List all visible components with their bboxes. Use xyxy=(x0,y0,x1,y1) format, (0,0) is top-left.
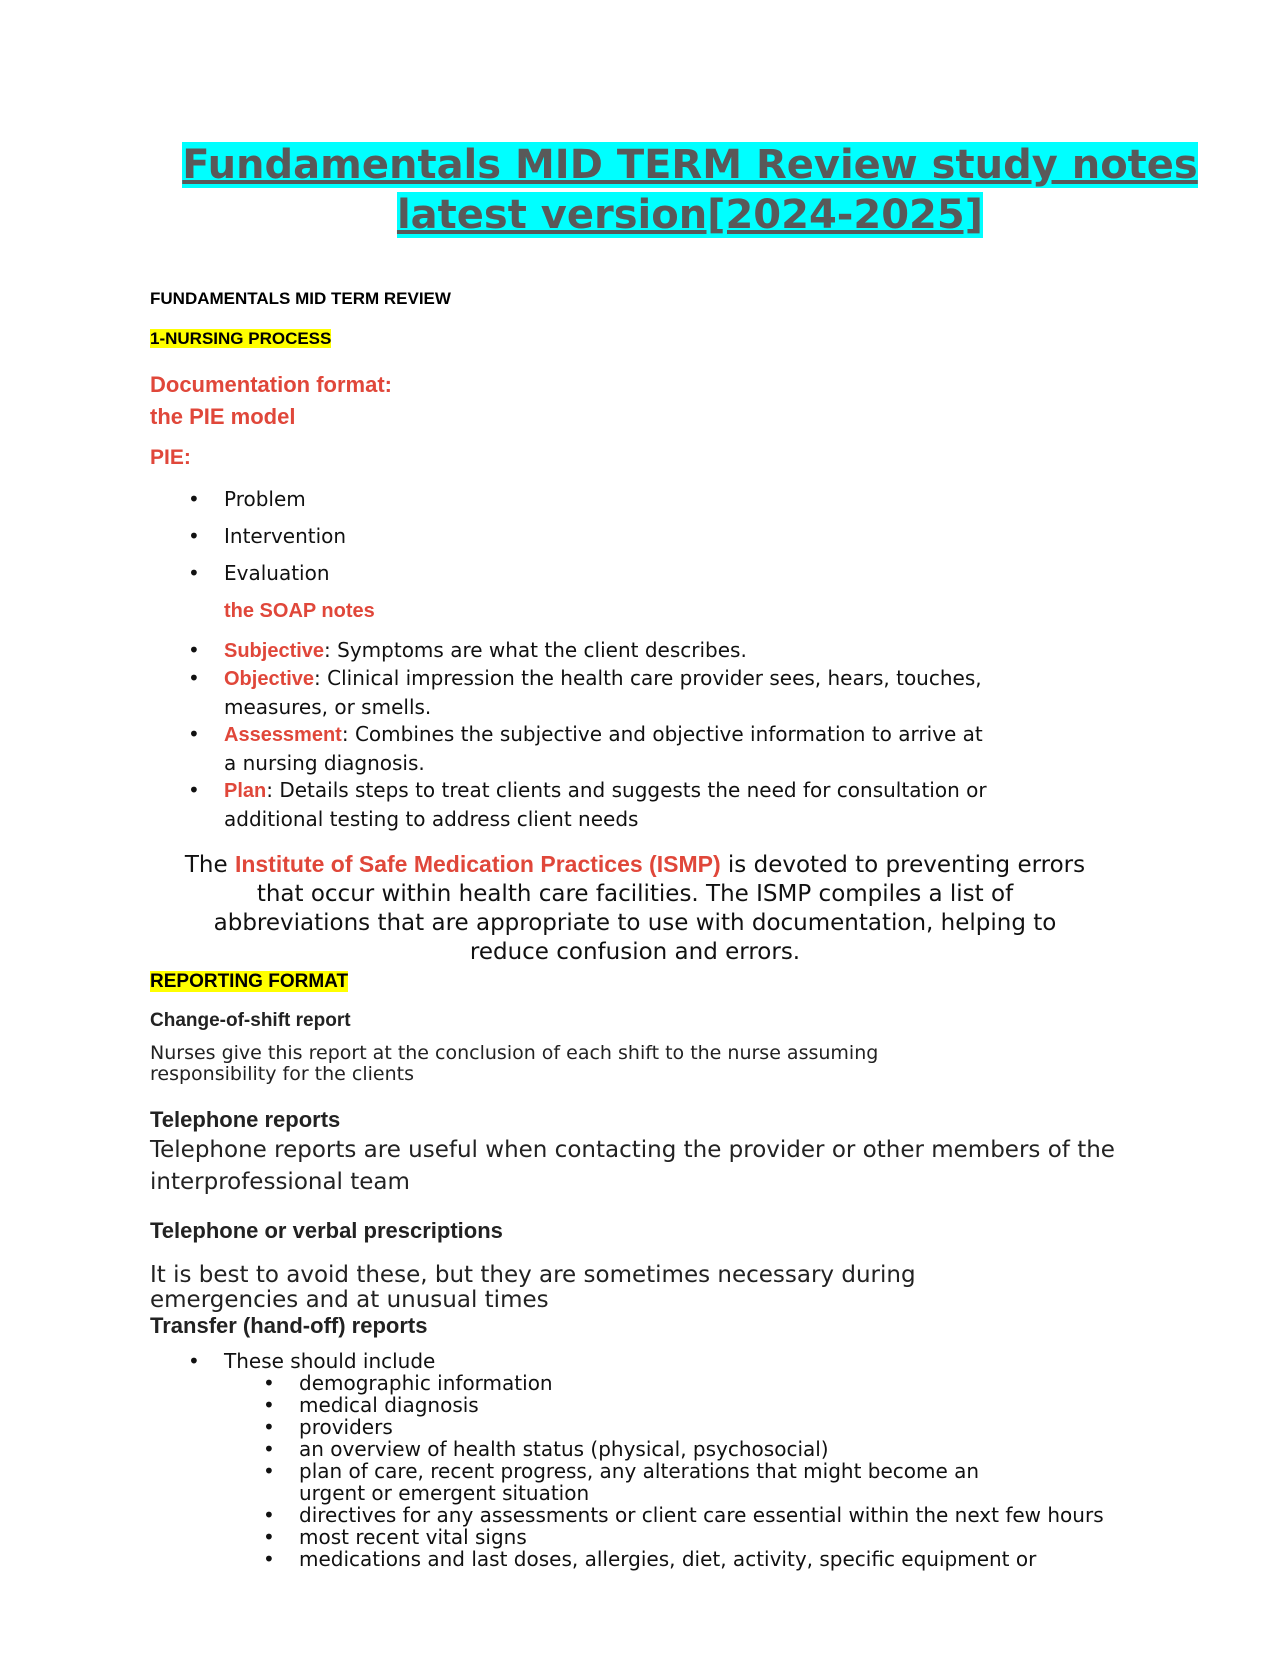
transfer-intro: These should include xyxy=(224,1349,436,1373)
transfer-item: an overview of health status (physical, psychosocial) xyxy=(299,1437,829,1461)
soap-term: Plan xyxy=(224,780,267,802)
title-line-2: latest version[2024-2025] xyxy=(396,192,984,238)
bullet: • xyxy=(188,561,200,585)
bullet: • xyxy=(188,778,200,802)
change-of-shift-text xyxy=(150,1043,878,1085)
pie-item: Evaluation xyxy=(224,561,330,585)
bullet: • xyxy=(188,666,200,690)
bullet: • xyxy=(263,1393,275,1417)
transfer-item xyxy=(299,1460,979,1504)
soap-item xyxy=(224,664,982,721)
bullet: • xyxy=(263,1547,275,1571)
bullet: • xyxy=(188,1349,200,1373)
transfer-item: directives for any assessments or client care essential within the next few hours xyxy=(299,1503,1104,1527)
verbal-prescriptions-heading: Telephone or verbal prescriptions xyxy=(150,1218,503,1243)
title-line-1: Fundamentals MID TERM Review study notes xyxy=(182,142,1198,188)
transfer-item: demographic information xyxy=(299,1371,553,1395)
soap-term: Assessment xyxy=(224,724,342,746)
soap-heading: the SOAP notes xyxy=(224,600,375,622)
paragraph-line: interprofessional team xyxy=(150,1169,410,1195)
telephone-reports-heading: Telephone reports xyxy=(150,1107,341,1132)
paragraph-line: Nurses give this report at the conclusion of each shift to the nurse assuming xyxy=(150,1042,879,1064)
soap-term: Subjective xyxy=(224,640,325,662)
document-title xyxy=(100,140,1280,240)
soap-item xyxy=(224,720,983,777)
change-of-shift-heading: Change-of-shift report xyxy=(150,1010,351,1031)
soap-desc: : Combines the subjective and objective information to arrive at xyxy=(341,722,983,746)
telephone-reports-text xyxy=(150,1134,1115,1198)
ismp-text: that occur within health care facilities. The ISMP compiles a list of xyxy=(256,881,1014,907)
ismp-paragraph xyxy=(120,850,1150,967)
transfer-item: providers xyxy=(299,1415,393,1439)
reporting-format-heading: REPORTING FORMAT xyxy=(150,971,349,992)
ismp-text: reduce confusion and errors. xyxy=(469,939,801,965)
pie-item: Problem xyxy=(224,487,306,511)
review-heading: FUNDAMENTALS MID TERM REVIEW xyxy=(150,289,451,308)
soap-desc: : Clinical impression the health care provider sees, hears, touches, xyxy=(314,666,982,690)
soap-desc: : Details steps to treat clients and suggests the need for consultation or xyxy=(266,778,987,802)
soap-item xyxy=(224,636,747,665)
ismp-prefix: The xyxy=(184,852,235,878)
transfer-item-line: plan of care, recent progress, any alterations that might become an xyxy=(299,1459,980,1483)
transfer-item: medications and last doses, allergies, diet, activity, specific equipment or xyxy=(299,1547,1037,1571)
bullet: • xyxy=(263,1459,275,1483)
bullet: • xyxy=(263,1525,275,1549)
bullet: • xyxy=(188,638,200,662)
paragraph-line: Telephone reports are useful when contacting the provider or other members of the xyxy=(150,1137,1115,1163)
transfer-reports-heading: Transfer (hand-off) reports xyxy=(150,1313,428,1338)
transfer-item-line: urgent or emergent situation xyxy=(299,1481,590,1505)
bullet: • xyxy=(263,1437,275,1461)
soap-term: Objective xyxy=(224,668,315,690)
soap-desc: measures, or smells. xyxy=(224,695,432,719)
ismp-text: is devoted to preventing errors xyxy=(720,852,1086,878)
pie-item: Intervention xyxy=(224,524,347,548)
doc-format-line-2: the PIE model xyxy=(150,404,296,429)
bullet: • xyxy=(263,1415,275,1439)
doc-format-heading xyxy=(150,369,392,433)
soap-desc: additional testing to address client needs xyxy=(224,807,639,831)
bullet: • xyxy=(188,487,200,511)
paragraph-line: responsibility for the clients xyxy=(150,1063,414,1085)
paragraph-line: emergencies and at unusual times xyxy=(150,1287,549,1313)
soap-desc: : Symptoms are what the client describes. xyxy=(324,638,747,662)
ismp-text: abbreviations that are appropriate to use with documentation, helping to xyxy=(213,910,1057,936)
soap-item xyxy=(224,776,987,833)
transfer-item: medical diagnosis xyxy=(299,1393,479,1417)
bullet: • xyxy=(188,722,200,746)
doc-format-line-1: Documentation format: xyxy=(150,372,392,397)
bullet: • xyxy=(263,1371,275,1395)
soap-desc: a nursing diagnosis. xyxy=(224,751,425,775)
bullet: • xyxy=(188,524,200,548)
bullet: • xyxy=(263,1503,275,1527)
nursing-process-heading: 1-NURSING PROCESS xyxy=(150,329,332,348)
paragraph-line: It is best to avoid these, but they are sometimes necessary during xyxy=(150,1262,916,1288)
pie-label: PIE: xyxy=(150,446,191,469)
ismp-org-name: Institute of Safe Medication Practices (ISMP) xyxy=(234,851,721,877)
verbal-prescriptions-text xyxy=(150,1263,916,1313)
transfer-item: most recent vital signs xyxy=(299,1525,527,1549)
